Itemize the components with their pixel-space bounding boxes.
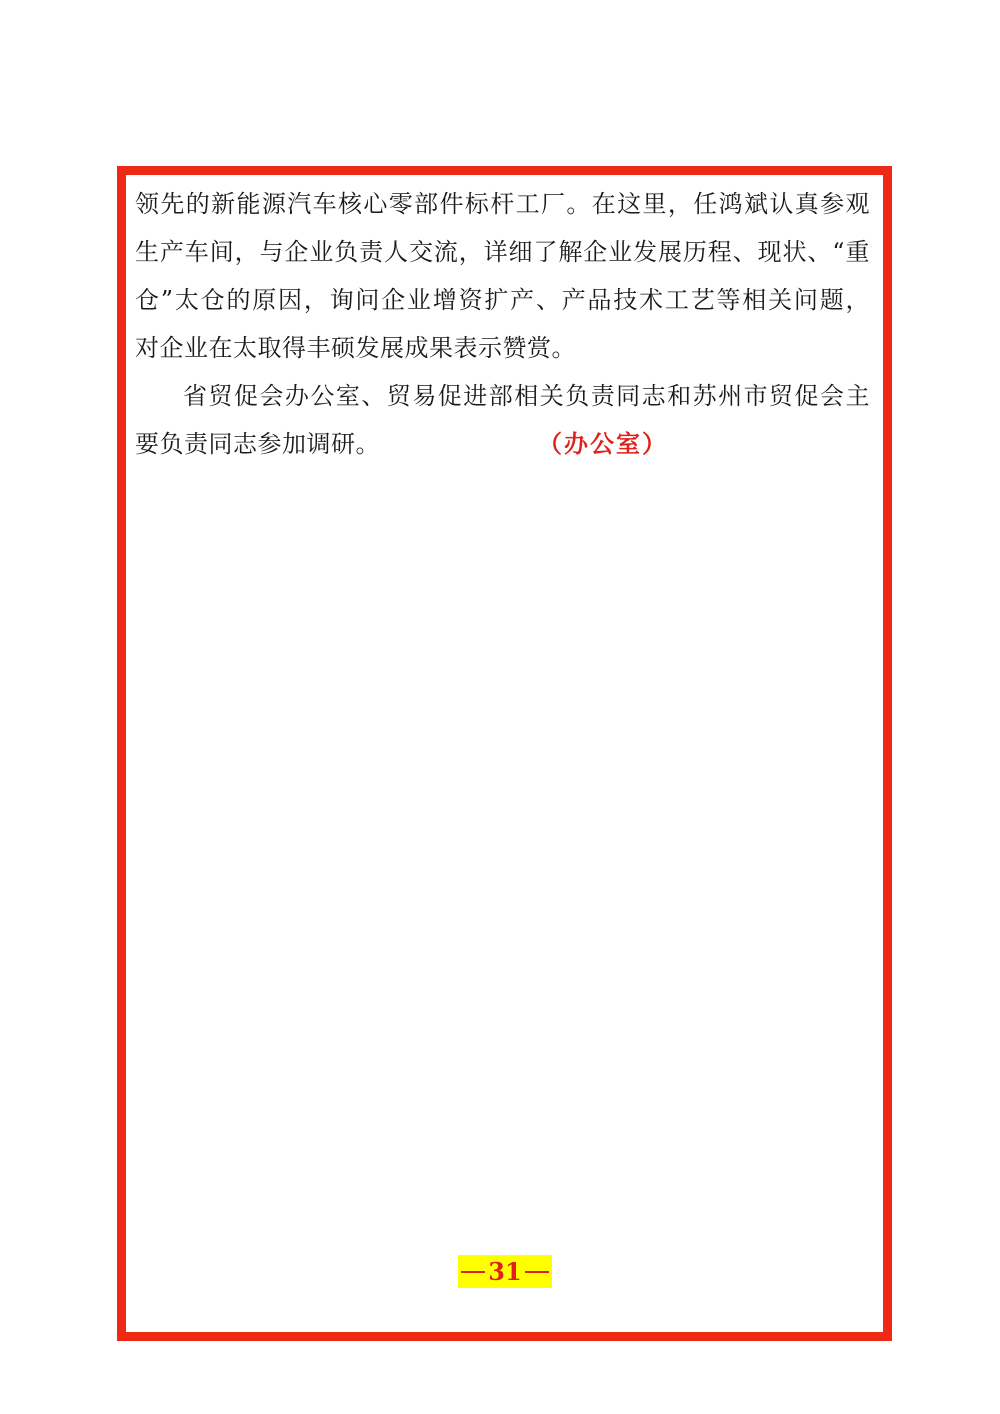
paragraph-line: 生产车间，与企业负责人交流，详细了解企业发展历程、现状、“重 (135, 238, 870, 266)
paragraph-line: 省贸促会办公室、贸易促进部相关负责同志和苏州市贸促会主 (183, 382, 870, 410)
source-department-label: （办公室） (538, 429, 668, 458)
paragraph-line: 对企业在太取得丰硕发展成果表示赞赏。 (135, 334, 576, 362)
page-number: 31 (488, 1257, 522, 1286)
paragraph-line: 领先的新能源汽车核心零部件标杆工厂。在这里，任鸿斌认真参观 (135, 190, 870, 218)
paragraph-line: 仓”太仓的原因，询问企业增资扩产、产品技术工艺等相关问题， (135, 286, 870, 314)
article-body (135, 180, 870, 468)
left-dash (461, 1271, 485, 1273)
right-dash (525, 1271, 549, 1273)
page-number-badge (458, 1255, 552, 1288)
paragraph-line: 要负责同志参加调研。 (135, 430, 380, 458)
